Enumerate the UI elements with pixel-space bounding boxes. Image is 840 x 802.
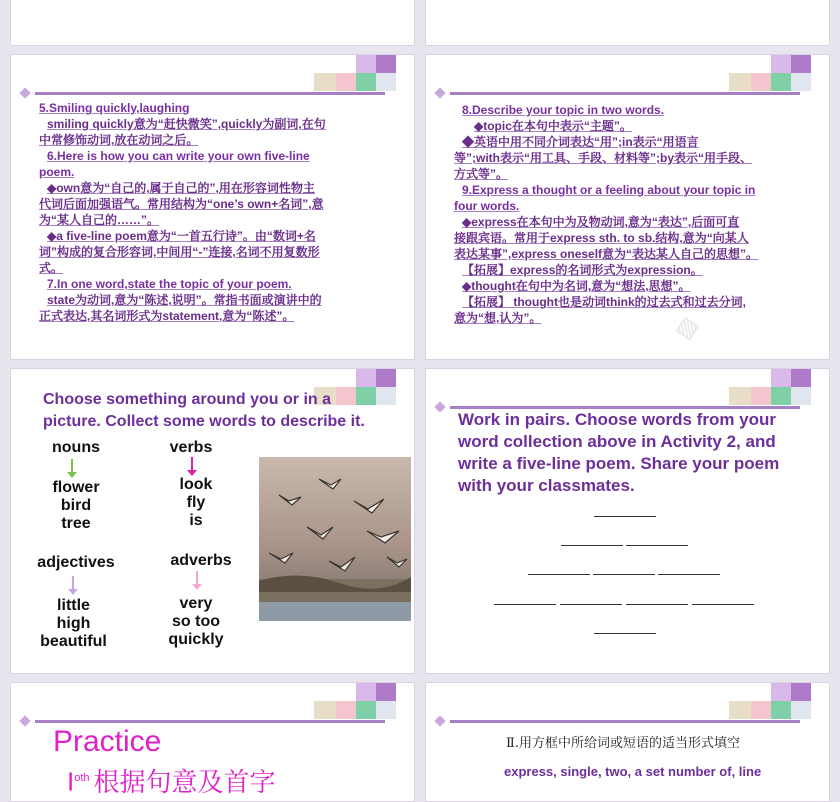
note-line: ◆own意为“自己的,属于自己的”,用在形容词性物主 <box>47 181 315 195</box>
note-line: 正式表达,其名词形式为statement,意为“陈述”。 <box>39 309 295 323</box>
adjectives-label: adjectives <box>37 554 115 571</box>
note-line: 接跟宾语。常用于express sth. to sb.结构,意为“向某人 <box>454 231 749 245</box>
birds-photo <box>259 457 411 621</box>
note-line: 6.Here is how you can write your own five-line <box>47 149 310 163</box>
note-line: 等”;with表示“用工具、手段、材料等”;by表示“用手段、 <box>454 151 752 165</box>
poem-blank-line[interactable] <box>658 574 720 575</box>
exercise-heading: Ⅱ.用方框中所给词或短语的适当形式填空 <box>506 736 740 751</box>
adjective-word: little <box>57 597 90 614</box>
poem-blank-line[interactable] <box>560 604 622 605</box>
instruction-line: word collection above in Activity 2, and <box>458 432 776 451</box>
slide-word-collection <box>10 368 415 674</box>
subtitle-superscript: oth <box>74 772 90 784</box>
noun-word: tree <box>61 515 91 532</box>
poem-blank-line[interactable] <box>692 604 754 605</box>
corner-decoration <box>729 369 811 405</box>
adjective-word: beautiful <box>40 633 107 650</box>
note-line: 代词后面加强语气。常用结构为“one’s own+名词”,意 <box>39 197 324 211</box>
poem-blank-line[interactable] <box>626 604 688 605</box>
note-line: 7.In one word,state the topic of your poem. <box>47 277 292 291</box>
slide-top-right <box>425 0 830 46</box>
note-line: ◆topic在本句中表示“主题”。 <box>474 119 632 133</box>
instruction-line: Work in pairs. Choose words from your <box>458 410 777 429</box>
instruction-line: write a five-line poem. Share your poem <box>458 454 780 473</box>
practice-subtitle <box>67 763 276 797</box>
note-line: ◆英语中用不同介词表达“用”;in表示“用语言 <box>462 135 699 149</box>
adjective-word: high <box>56 615 91 632</box>
verb-word: is <box>189 512 203 529</box>
instruction-line: Choose something around you or in a <box>43 391 332 408</box>
poem-blank-line[interactable] <box>528 574 590 575</box>
slide-pair-work <box>425 368 830 674</box>
noun-word: bird <box>60 497 92 514</box>
title-separator <box>35 720 385 723</box>
note-line: 为“某人自己的……”。 <box>39 213 160 227</box>
corner-decoration <box>314 55 396 91</box>
subtitle-numeral: I <box>67 766 75 797</box>
slide-vocab-notes-2 <box>425 54 830 360</box>
note-line: state为动词,意为“陈述,说明”。常指书面或演讲中的 <box>47 293 322 307</box>
note-line: 8.Describe your topic in two words. <box>462 103 665 117</box>
title-separator <box>35 92 385 95</box>
poem-blank-line[interactable] <box>494 604 556 605</box>
adverb-word: very <box>179 595 213 612</box>
verb-word: look <box>179 476 213 493</box>
practice-title: Practice <box>53 725 162 758</box>
instruction-line: with your classmates. <box>458 476 635 495</box>
note-line: ◆a five-line poem意为“一首五行诗”。由“数词+名 <box>47 229 316 243</box>
poem-blank-line[interactable] <box>561 545 623 546</box>
adverb-word: quickly <box>168 631 224 648</box>
slide-vocab-notes-1 <box>10 54 415 360</box>
poem-blank-line[interactable] <box>626 545 688 546</box>
word-box: express, single, two, a set number of, line <box>504 764 762 779</box>
corner-decoration <box>314 683 396 719</box>
poem-blank-line[interactable] <box>594 516 656 517</box>
note-line: ◆express在本句中为及物动词,意为“表达”,后面可直 <box>462 215 740 229</box>
corner-decoration <box>729 55 811 91</box>
note-line: four words. <box>454 199 520 213</box>
note-line: 式。 <box>39 261 64 275</box>
corner-decoration <box>729 683 811 719</box>
poem-blank-line[interactable] <box>594 633 656 634</box>
noun-word: flower <box>52 479 100 496</box>
slide-top-left <box>10 0 415 46</box>
note-line: 意为“想,认为”。 <box>454 311 542 325</box>
arrow-down-icon <box>191 457 193 471</box>
notes-text <box>454 102 824 326</box>
note-line: 【拓展】 thought也是动词think的过去式和过去分词, <box>462 295 746 309</box>
note-line: 方式等”。 <box>454 167 509 181</box>
note-line: 中常修饰动词,放在动词之后。 <box>39 133 199 147</box>
poem-blank-line[interactable] <box>593 574 655 575</box>
note-line: 9.Express a thought or a feeling about your topic in <box>462 183 756 197</box>
verbs-label: verbs <box>169 439 213 456</box>
note-line: 表达某事”,express oneself意为“表达某人自己的思想”。 <box>454 247 759 261</box>
instruction-line: picture. Collect some words to describe it. <box>43 413 365 430</box>
note-line: 5.Smiling quickly,laughing <box>39 101 190 115</box>
arrow-down-icon <box>196 571 198 585</box>
adverb-word: so too <box>172 613 220 630</box>
note-line: poem. <box>39 165 75 179</box>
note-line: 词”构成的复合形容词,中间用“-”连接,名词不用复数形 <box>39 245 320 259</box>
note-line: 【拓展】express的名词形式为expression。 <box>462 263 703 277</box>
arrow-down-icon <box>72 576 74 590</box>
title-separator <box>450 720 800 723</box>
arrow-down-icon <box>71 459 73 473</box>
adverbs-label: adverbs <box>170 552 232 569</box>
note-line: smiling quickly意为“赶快微笑”,quickly为副词,在句 <box>47 117 326 131</box>
watermark: ▨ <box>669 312 703 344</box>
verb-word: fly <box>186 494 206 511</box>
nouns-label: nouns <box>52 439 100 456</box>
note-line: ◆thought在句中为名词,意为“想法,思想”。 <box>462 279 691 293</box>
subtitle-text: 根据句意及首字 <box>93 766 276 797</box>
title-separator <box>450 92 800 95</box>
slide-fill-blanks <box>425 682 830 802</box>
slide-practice <box>10 682 415 802</box>
notes-text <box>39 100 409 324</box>
